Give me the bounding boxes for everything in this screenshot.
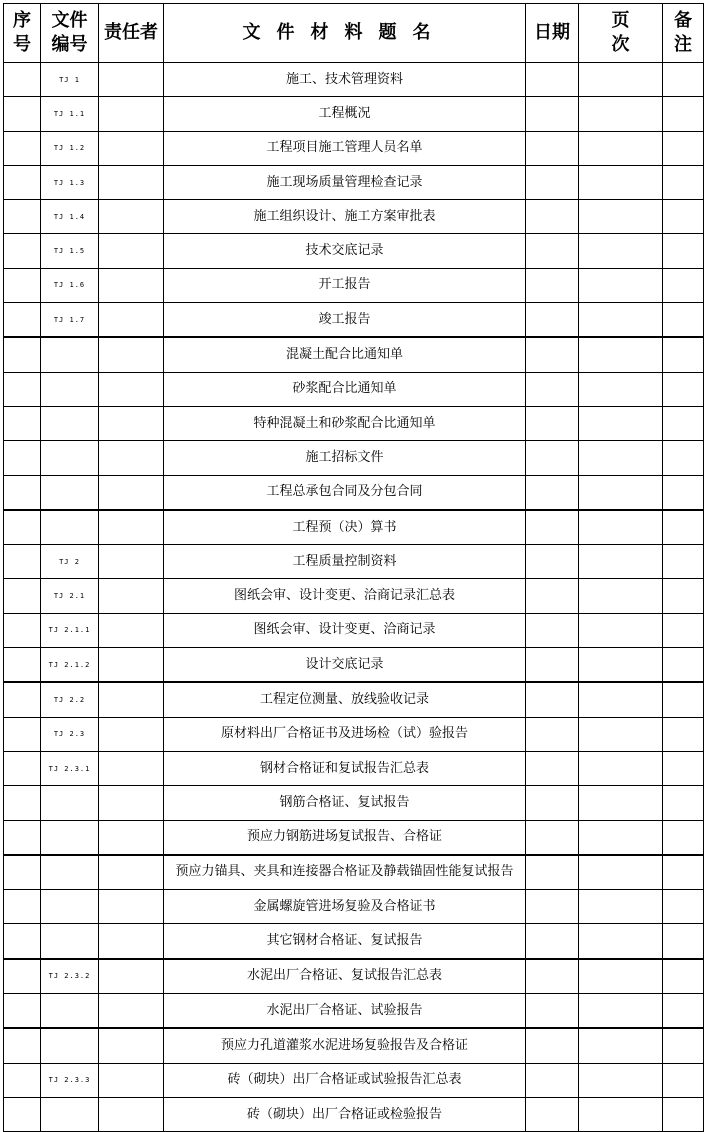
date-cell <box>526 337 579 372</box>
date-cell <box>526 924 579 959</box>
title-cell: 工程预（决）算书 <box>164 510 526 545</box>
file-no-cell: TJ 1.2 <box>41 131 99 165</box>
pages-cell <box>579 959 663 994</box>
file-no-cell: TJ 1.1 <box>41 97 99 131</box>
remarks-cell <box>663 855 704 890</box>
header-file-no: 文件 编号 <box>41 4 99 63</box>
table-row <box>4 751 704 785</box>
title-cell: 混凝土配合比通知单 <box>164 337 526 372</box>
seq-cell <box>4 717 41 751</box>
date-cell <box>526 131 579 165</box>
pages-cell <box>579 131 663 165</box>
table-row <box>4 200 704 234</box>
table-row <box>4 406 704 440</box>
remarks-cell <box>663 406 704 440</box>
table-row <box>4 303 704 338</box>
header-remarks: 备 注 <box>663 4 704 63</box>
title-cell: 预应力孔道灌浆水泥进场复验报告及合格证 <box>164 1028 526 1063</box>
responsible-cell <box>99 234 164 268</box>
seq-cell <box>4 786 41 820</box>
responsible-cell <box>99 648 164 683</box>
remarks-cell <box>663 994 704 1029</box>
seq-cell <box>4 406 41 440</box>
pages-cell <box>579 441 663 475</box>
file-no-cell: TJ 2.2 <box>41 682 99 717</box>
remarks-cell <box>663 234 704 268</box>
responsible-cell <box>99 1028 164 1063</box>
file-no-cell: TJ 2.1 <box>41 579 99 613</box>
responsible-cell <box>99 751 164 785</box>
seq-cell <box>4 545 41 579</box>
seq-cell <box>4 510 41 545</box>
seq-cell <box>4 855 41 890</box>
seq-cell <box>4 441 41 475</box>
pages-cell <box>579 820 663 855</box>
pages-cell <box>579 63 663 97</box>
title-cell: 砖（砌块）出厂合格证或试验报告汇总表 <box>164 1063 526 1097</box>
pages-cell <box>579 337 663 372</box>
pages-cell <box>579 579 663 613</box>
seq-cell <box>4 613 41 647</box>
header-seq: 序 号 <box>4 4 41 63</box>
pages-cell <box>579 406 663 440</box>
title-cell: 工程质量控制资料 <box>164 545 526 579</box>
title-cell: 钢筋合格证、复试报告 <box>164 786 526 820</box>
table-row <box>4 924 704 959</box>
seq-cell <box>4 579 41 613</box>
pages-cell <box>579 510 663 545</box>
table-row <box>4 337 704 372</box>
table-row <box>4 268 704 302</box>
seq-cell <box>4 97 41 131</box>
title-cell: 施工现场质量管理检查记录 <box>164 165 526 199</box>
pages-cell <box>579 890 663 924</box>
seq-cell <box>4 1097 41 1131</box>
pages-cell <box>579 268 663 302</box>
date-cell <box>526 1097 579 1131</box>
title-cell: 预应力钢筋进场复试报告、合格证 <box>164 820 526 855</box>
title-cell: 砖（砌块）出厂合格证或检验报告 <box>164 1097 526 1131</box>
seq-cell <box>4 63 41 97</box>
responsible-cell <box>99 820 164 855</box>
table-row <box>4 545 704 579</box>
file-no-cell: TJ 1.4 <box>41 200 99 234</box>
file-no-cell: TJ 2.1.1 <box>41 613 99 647</box>
archive-file-table <box>3 3 704 1132</box>
title-cell: 工程总承包合同及分包合同 <box>164 475 526 510</box>
header-pages: 页 次 <box>579 4 663 63</box>
responsible-cell <box>99 441 164 475</box>
remarks-cell <box>663 786 704 820</box>
header-row <box>4 4 704 63</box>
table-row <box>4 648 704 683</box>
date-cell <box>526 717 579 751</box>
seq-cell <box>4 303 41 338</box>
date-cell <box>526 510 579 545</box>
title-cell: 钢材合格证和复试报告汇总表 <box>164 751 526 785</box>
table-row <box>4 579 704 613</box>
date-cell <box>526 751 579 785</box>
responsible-cell <box>99 165 164 199</box>
responsible-cell <box>99 579 164 613</box>
remarks-cell <box>663 890 704 924</box>
responsible-cell <box>99 786 164 820</box>
pages-cell <box>579 1063 663 1097</box>
date-cell <box>526 786 579 820</box>
pages-cell <box>579 924 663 959</box>
title-cell: 水泥出厂合格证、复试报告汇总表 <box>164 959 526 994</box>
remarks-cell <box>663 579 704 613</box>
remarks-cell <box>663 97 704 131</box>
remarks-cell <box>663 268 704 302</box>
date-cell <box>526 613 579 647</box>
pages-cell <box>579 751 663 785</box>
header-title: 文件材料题名 <box>164 4 526 63</box>
remarks-cell <box>663 131 704 165</box>
table-row <box>4 613 704 647</box>
title-cell: 工程项目施工管理人员名单 <box>164 131 526 165</box>
seq-cell <box>4 268 41 302</box>
seq-cell <box>4 924 41 959</box>
responsible-cell <box>99 682 164 717</box>
seq-cell <box>4 959 41 994</box>
file-no-cell <box>41 994 99 1029</box>
header-date: 日期 <box>526 4 579 63</box>
remarks-cell <box>663 648 704 683</box>
title-cell: 其它钢材合格证、复试报告 <box>164 924 526 959</box>
title-cell: 施工招标文件 <box>164 441 526 475</box>
date-cell <box>526 855 579 890</box>
responsible-cell <box>99 337 164 372</box>
table-row <box>4 234 704 268</box>
pages-cell <box>579 994 663 1029</box>
seq-cell <box>4 890 41 924</box>
responsible-cell <box>99 545 164 579</box>
title-cell: 特种混凝土和砂浆配合比通知单 <box>164 406 526 440</box>
responsible-cell <box>99 475 164 510</box>
table-row <box>4 510 704 545</box>
table-row <box>4 890 704 924</box>
responsible-cell <box>99 613 164 647</box>
title-cell: 技术交底记录 <box>164 234 526 268</box>
table-row <box>4 63 704 97</box>
pages-cell <box>579 613 663 647</box>
title-cell: 原材料出厂合格证书及进场检（试）验报告 <box>164 717 526 751</box>
file-no-cell: TJ 2 <box>41 545 99 579</box>
date-cell <box>526 234 579 268</box>
pages-cell <box>579 97 663 131</box>
remarks-cell <box>663 959 704 994</box>
file-no-cell <box>41 441 99 475</box>
pages-cell <box>579 303 663 338</box>
remarks-cell <box>663 1063 704 1097</box>
responsible-cell <box>99 855 164 890</box>
seq-cell <box>4 372 41 406</box>
date-cell <box>526 441 579 475</box>
pages-cell <box>579 234 663 268</box>
seq-cell <box>4 131 41 165</box>
remarks-cell <box>663 751 704 785</box>
table-row <box>4 97 704 131</box>
responsible-cell <box>99 717 164 751</box>
table-row <box>4 855 704 890</box>
remarks-cell <box>663 441 704 475</box>
remarks-cell <box>663 1097 704 1131</box>
date-cell <box>526 890 579 924</box>
title-cell: 竣工报告 <box>164 303 526 338</box>
remarks-cell <box>663 475 704 510</box>
pages-cell <box>579 200 663 234</box>
date-cell <box>526 63 579 97</box>
table-row <box>4 820 704 855</box>
date-cell <box>526 994 579 1029</box>
file-no-cell: TJ 1.7 <box>41 303 99 338</box>
remarks-cell <box>663 372 704 406</box>
date-cell <box>526 165 579 199</box>
pages-cell <box>579 648 663 683</box>
title-cell: 图纸会审、设计变更、洽商记录 <box>164 613 526 647</box>
file-no-cell <box>41 924 99 959</box>
file-no-cell: TJ 1.5 <box>41 234 99 268</box>
table-row <box>4 717 704 751</box>
title-cell: 金属螺旋管进场复验及合格证书 <box>164 890 526 924</box>
file-no-cell <box>41 855 99 890</box>
date-cell <box>526 97 579 131</box>
pages-cell <box>579 372 663 406</box>
title-cell: 工程概况 <box>164 97 526 131</box>
pages-cell <box>579 1028 663 1063</box>
table-row <box>4 1063 704 1097</box>
responsible-cell <box>99 994 164 1029</box>
remarks-cell <box>663 510 704 545</box>
date-cell <box>526 648 579 683</box>
seq-cell <box>4 337 41 372</box>
title-cell: 预应力锚具、夹具和连接器合格证及静载锚固性能复试报告 <box>164 855 526 890</box>
pages-cell <box>579 165 663 199</box>
responsible-cell <box>99 97 164 131</box>
seq-cell <box>4 648 41 683</box>
responsible-cell <box>99 924 164 959</box>
seq-cell <box>4 682 41 717</box>
responsible-cell <box>99 303 164 338</box>
date-cell <box>526 545 579 579</box>
title-cell: 工程定位测量、放线验收记录 <box>164 682 526 717</box>
title-cell: 设计交底记录 <box>164 648 526 683</box>
remarks-cell <box>663 613 704 647</box>
seq-cell <box>4 165 41 199</box>
pages-cell <box>579 475 663 510</box>
date-cell <box>526 475 579 510</box>
seq-cell <box>4 1063 41 1097</box>
date-cell <box>526 200 579 234</box>
file-no-cell: TJ 2.3.1 <box>41 751 99 785</box>
responsible-cell <box>99 406 164 440</box>
remarks-cell <box>663 717 704 751</box>
table-row <box>4 994 704 1029</box>
file-no-cell: TJ 2.3 <box>41 717 99 751</box>
date-cell <box>526 406 579 440</box>
table-row <box>4 682 704 717</box>
responsible-cell <box>99 510 164 545</box>
responsible-cell <box>99 131 164 165</box>
file-no-cell <box>41 406 99 440</box>
remarks-cell <box>663 200 704 234</box>
remarks-cell <box>663 545 704 579</box>
date-cell <box>526 682 579 717</box>
date-cell <box>526 579 579 613</box>
table-row <box>4 441 704 475</box>
remarks-cell <box>663 924 704 959</box>
file-no-cell <box>41 510 99 545</box>
remarks-cell <box>663 1028 704 1063</box>
title-cell: 施工、技术管理资料 <box>164 63 526 97</box>
pages-cell <box>579 786 663 820</box>
pages-cell <box>579 855 663 890</box>
pages-cell <box>579 545 663 579</box>
seq-cell <box>4 751 41 785</box>
file-no-cell: TJ 2.3.3 <box>41 1063 99 1097</box>
seq-cell <box>4 1028 41 1063</box>
pages-cell <box>579 717 663 751</box>
file-no-cell <box>41 1097 99 1131</box>
seq-cell <box>4 200 41 234</box>
remarks-cell <box>663 303 704 338</box>
date-cell <box>526 820 579 855</box>
responsible-cell <box>99 1063 164 1097</box>
table-row <box>4 131 704 165</box>
remarks-cell <box>663 63 704 97</box>
table-row <box>4 786 704 820</box>
responsible-cell <box>99 890 164 924</box>
title-cell: 施工组织设计、施工方案审批表 <box>164 200 526 234</box>
remarks-cell <box>663 165 704 199</box>
title-cell: 水泥出厂合格证、试验报告 <box>164 994 526 1029</box>
date-cell <box>526 959 579 994</box>
file-no-cell <box>41 337 99 372</box>
file-no-cell <box>41 786 99 820</box>
responsible-cell <box>99 63 164 97</box>
date-cell <box>526 268 579 302</box>
table-row <box>4 1097 704 1131</box>
table-row <box>4 165 704 199</box>
table-row <box>4 475 704 510</box>
file-no-cell <box>41 1028 99 1063</box>
title-cell: 砂浆配合比通知单 <box>164 372 526 406</box>
date-cell <box>526 303 579 338</box>
responsible-cell <box>99 1097 164 1131</box>
file-no-cell: TJ 1.3 <box>41 165 99 199</box>
file-no-cell <box>41 372 99 406</box>
file-no-cell <box>41 475 99 510</box>
date-cell <box>526 1063 579 1097</box>
pages-cell <box>579 1097 663 1131</box>
title-cell: 图纸会审、设计变更、洽商记录汇总表 <box>164 579 526 613</box>
file-no-cell <box>41 890 99 924</box>
table-row <box>4 1028 704 1063</box>
seq-cell <box>4 475 41 510</box>
remarks-cell <box>663 682 704 717</box>
file-no-cell: TJ 2.3.2 <box>41 959 99 994</box>
responsible-cell <box>99 200 164 234</box>
remarks-cell <box>663 820 704 855</box>
file-no-cell: TJ 1.6 <box>41 268 99 302</box>
date-cell <box>526 1028 579 1063</box>
responsible-cell <box>99 268 164 302</box>
remarks-cell <box>663 337 704 372</box>
file-no-cell <box>41 820 99 855</box>
header-responsible: 责任者 <box>99 4 164 63</box>
seq-cell <box>4 994 41 1029</box>
file-no-cell: TJ 1 <box>41 63 99 97</box>
file-no-cell: TJ 2.1.2 <box>41 648 99 683</box>
seq-cell <box>4 820 41 855</box>
date-cell <box>526 372 579 406</box>
pages-cell <box>579 682 663 717</box>
table-row <box>4 372 704 406</box>
table-row <box>4 959 704 994</box>
responsible-cell <box>99 959 164 994</box>
responsible-cell <box>99 372 164 406</box>
seq-cell <box>4 234 41 268</box>
title-cell: 开工报告 <box>164 268 526 302</box>
